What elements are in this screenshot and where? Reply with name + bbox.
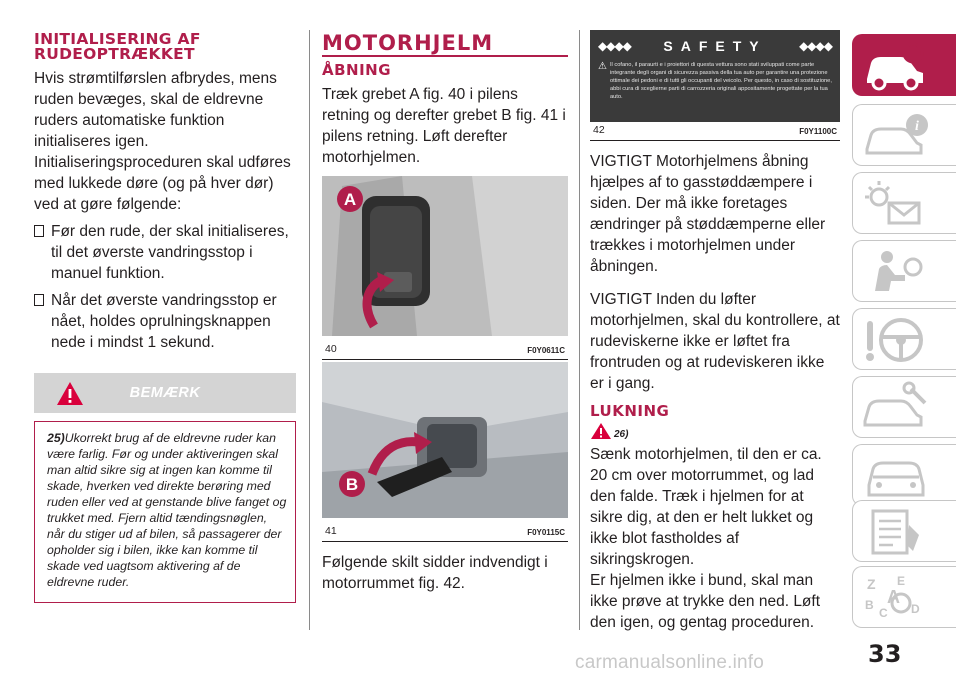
svg-text:B: B (865, 598, 874, 612)
warning-light-icon (861, 177, 931, 231)
list-item-text: Før den rude, der skal initialiseres, til det øverste vandringsstop i manuel funktion. (51, 223, 289, 282)
figure-number: 41 (325, 525, 337, 537)
column-divider (309, 30, 310, 630)
safety-catch-image (322, 362, 568, 518)
figure-code: F0Y0611C (527, 346, 565, 355)
tab-safety[interactable] (852, 240, 956, 302)
car-info-icon (861, 109, 931, 163)
list-item-text: Når det øverste vandringsstop er nået, holdes oprulningsknappen nede i mindst 1 sekund. (51, 292, 277, 351)
svg-text:A: A (887, 587, 900, 607)
subsection-heading: LUKNING (590, 402, 670, 420)
tab-starting-driving[interactable] (852, 308, 956, 370)
important-note-1: VIGTIGT Motorhjelmens åbning hjælpes af to gasstøddæmpere i siden. Der må ikke foretages ændringer på støddæmperne eller trækkes i motorhjelmen under åbningen. (590, 153, 826, 275)
column-left (34, 32, 296, 603)
callout-a: A (343, 190, 357, 209)
svg-text:i: i (915, 119, 919, 134)
important-note-2: VIGTIGT Inden du løfter motorhjelmen, skal du kontrollere, at rudeviskerne ikke er løftet fra frontruden og at rudeviskeren ikke er i gang. (590, 291, 840, 392)
callout-b: B (345, 475, 359, 494)
section-heading: INITIALISERING AF RUDEOPTRÆKKET (34, 30, 201, 63)
tab-maintenance[interactable] (852, 444, 956, 506)
tab-dashboard[interactable] (852, 104, 956, 166)
figure-caption (322, 523, 568, 541)
note-header (34, 373, 296, 413)
svg-text:D: D (911, 602, 920, 616)
safety-text: Il cofano, il paraurti e i proiettori di questa vettura sono stati sviluppati come parte integrante degli organi di sicurezza passiva della tua auto per garantire una protezione ottimale dei pedoni e di tutti gli occupanti del veicolo. Per questo, in caso di sostituzione, abbi cura di sceglierne parti di carrozzeria originali appositamente progettate per la tua auto. (609, 62, 832, 100)
warning-triangle-icon (590, 422, 612, 440)
figure-code: F0Y0115C (527, 528, 565, 537)
note-box (34, 421, 296, 603)
figure-40 (322, 176, 568, 360)
tab-emergency[interactable] (852, 376, 956, 438)
tab-index[interactable] (852, 566, 956, 628)
checkbox-bullet-icon (34, 294, 44, 306)
subsection-heading: ÅBNING (322, 61, 392, 79)
steering-wheel-icon (861, 313, 931, 367)
tab-warning-lights[interactable] (852, 172, 956, 234)
note-text: Ukorrekt brug af de eldrevne ruder kan være farlig. Før og under aktiveringen skal man altid sikre sig at ingen kan komme til skade, hverken ved direkte berøring med ruden eller ved at genstande blive fanget og trukket med. Fjern altid tændingsnøglen, når du stiger ud af bilen, så passagerer der opholder sig i bilen, ikke kan komme til skade ved uagtsom aktivering af de eldrevne ruder. (47, 431, 287, 589)
chapter-title: MOTORHJELM (322, 32, 568, 57)
note-ref: 25) (47, 431, 65, 445)
car-wrench-icon (861, 381, 931, 435)
note-title: BEMÆRK (129, 385, 201, 401)
airbag-passenger-icon (861, 245, 931, 299)
document-list-icon (861, 505, 931, 559)
tab-technical-data[interactable] (852, 500, 956, 562)
opening-paragraph: Træk grebet A fig. 40 i pilens retning og derefter grebet B fig. 41 i pilens retning. Løft derefter motorhjelmen. (322, 86, 566, 166)
safety-label (590, 30, 840, 122)
car-key-icon (861, 39, 931, 93)
svg-text:Z: Z (867, 576, 876, 592)
car-front-icon (861, 449, 931, 503)
list-item (34, 221, 296, 284)
figure-code: F0Y1100C (799, 127, 837, 136)
sign-paragraph: Følgende skilt sidder indvendigt i motorrummet fig. 42. (322, 554, 548, 592)
svg-text:C: C (879, 606, 888, 620)
list-item (34, 290, 296, 353)
alphabet-index-icon (861, 571, 931, 625)
figure-caption (322, 341, 568, 359)
column-right (590, 30, 840, 633)
figure-number: 42 (593, 124, 605, 136)
warning-triangle-icon: ⚠ (598, 61, 607, 72)
figure-number: 40 (325, 343, 337, 355)
column-divider (579, 30, 580, 630)
closing-paragraph-2: Er hjelmen ikke i bund, skal man ikke prøve at trykke den ned. Løft den igen, og gentag proceduren. (590, 572, 821, 631)
diamond-pattern-icon: ◆◆◆◆ (799, 39, 832, 53)
column-middle (322, 32, 568, 594)
figure-caption (590, 122, 840, 140)
tab-knowing-car[interactable] (852, 34, 956, 96)
checkbox-bullet-icon (34, 225, 44, 237)
page-number: 33 (868, 640, 902, 668)
warning-reference (590, 422, 840, 440)
safety-word: SAFETY (663, 38, 767, 54)
closing-paragraph-1: Sænk motorhjelmen, til den er ca. 20 cm over motorrummet, og lad den falde. Træk i hjelmen for at sikre dig, at den er helt lukket og ikke blot fastholdes af sikringskrogen. (590, 446, 822, 568)
svg-text:E: E (897, 574, 906, 588)
figure-42 (590, 30, 840, 141)
watermark: carmanualsonline.info (575, 652, 765, 673)
figure-41 (322, 362, 568, 542)
diamond-pattern-icon: ◆◆◆◆ (598, 39, 631, 53)
intro-paragraph: Hvis strømtilførslen afbrydes, mens ruden bevæges, skal de eldrevne ruders automatiske funktion initialiseres igen. Initialiseringsproceduren skal udføres med lukkede døre (og på hver dør) ved at gøre følgende: (34, 70, 291, 213)
warning-ref: 26) (614, 429, 629, 440)
hood-release-lever-image (322, 176, 568, 336)
